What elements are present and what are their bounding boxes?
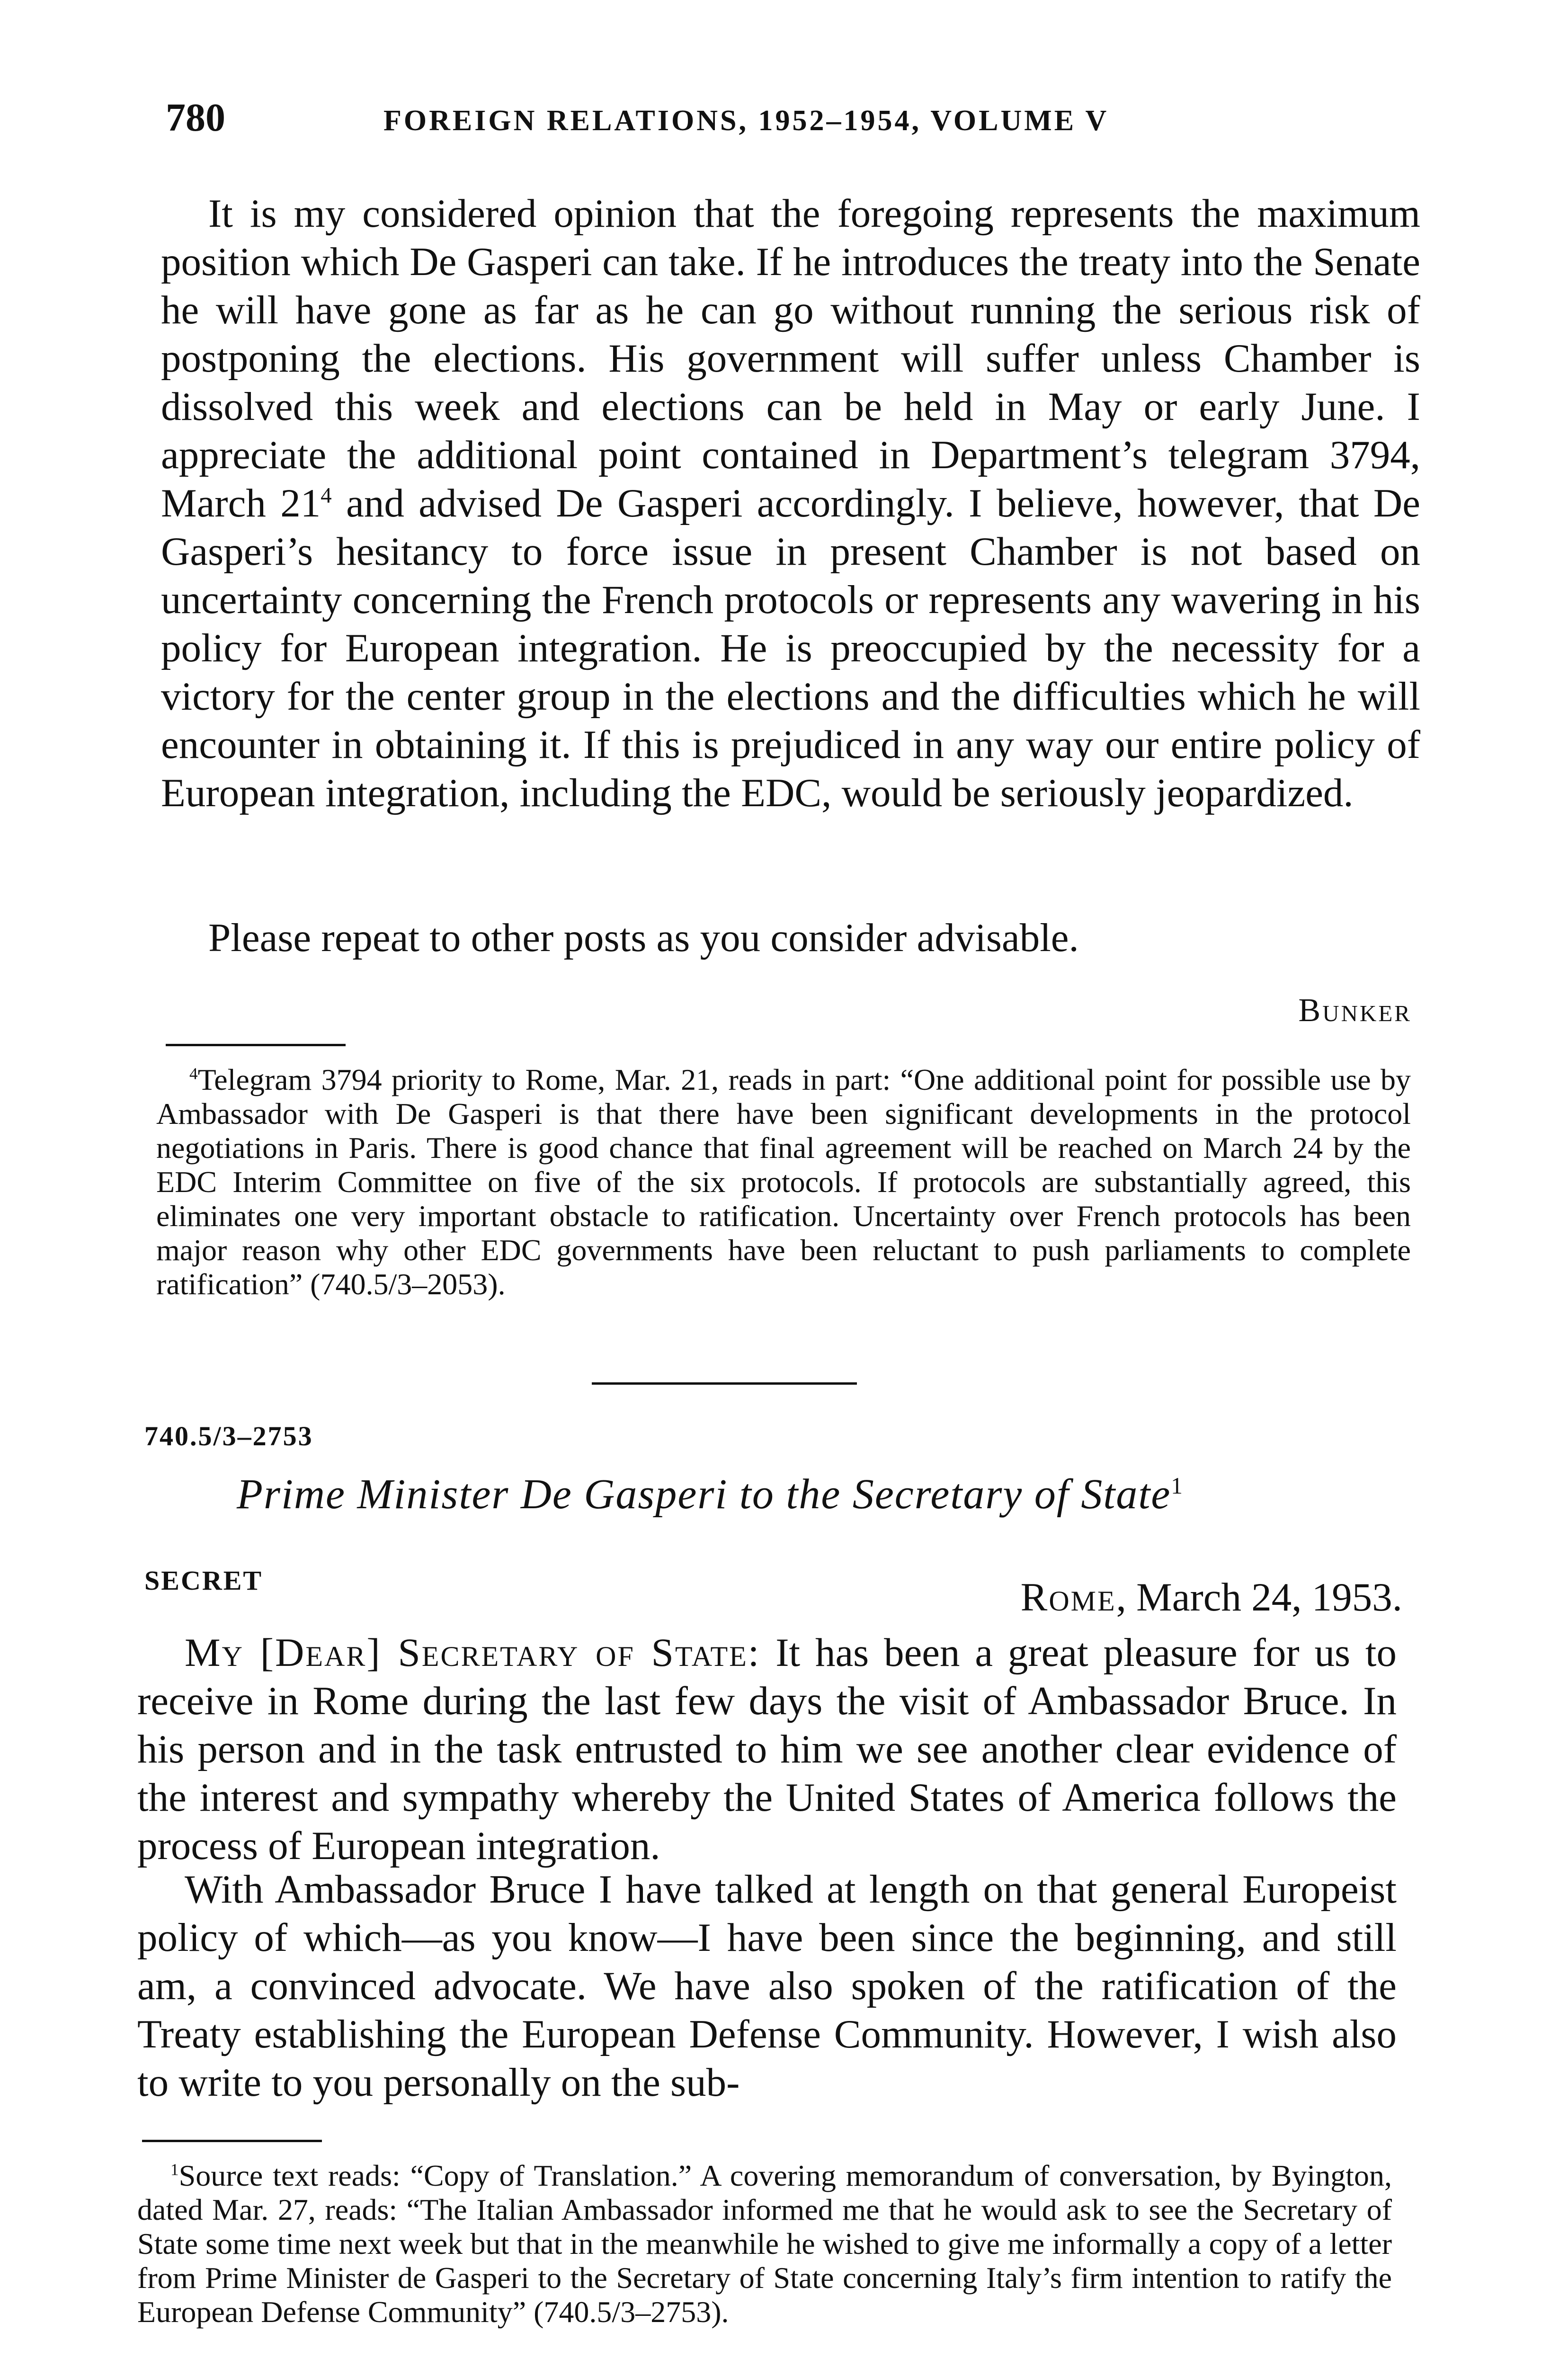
dateline-date: , March 24, 1953. bbox=[1116, 1575, 1402, 1620]
footnote-text: Source text reads: “Copy of Translation.” A covering memorandum of conversation, by Byington, dated Mar. 27, reads: “The Italian Ambassador informed me that he would ask to see the Secretary of State some time next week but that in the meanwhile he wished to give me informally a copy of a letter from Prime Minister de Gasperi to the Secretary of State concerning Italy’s firm intention to ratify the European Defense Community” (740.5/3–2753). bbox=[137, 2159, 1392, 2329]
footnote-divider-2 bbox=[142, 2140, 322, 2142]
footnote-marker: 1 bbox=[170, 2160, 179, 2179]
footnote-reference-1: 1 bbox=[1171, 1473, 1184, 1499]
footnote-divider bbox=[166, 1044, 346, 1046]
page-number: 780 bbox=[166, 96, 225, 140]
footnote-text: Telegram 3794 priority to Rome, Mar. 21, reads in part: “One additional point for possible use by Ambassador with De Gasperi is that there have been significant developments in the protocol negotiations in Paris. There is good chance that final agreement will be reached on March 24 by the EDC Interim Committee on five of the six protocols. If protocols are substantially agreed, this eliminates one very important obstacle to ratification. Uncertainty over French protocols has been major reason why other EDC governments have been reluctant to push parliaments to complete ratification” (740.5/3–2053). bbox=[156, 1063, 1411, 1301]
footnote-1 bbox=[137, 2159, 1392, 2329]
footnote-reference-4: 4 bbox=[321, 483, 332, 508]
signature: Bunker bbox=[1298, 992, 1412, 1029]
dateline bbox=[1021, 1574, 1402, 1620]
continuation-paragraph bbox=[161, 189, 1420, 817]
running-head bbox=[166, 95, 1411, 147]
paragraph-text-before-note: It is my considered opinion that the foregoing represents the maximum position which De Gasperi can take. If he introduces the treaty into the Senate he will have gone as far as he can go without running the serious risk of postponing the elections. His government will suffer unless Chamber is dissolved this week and elections can be held in May or early June. I appreciate the additional point contained in Department’s telegram 3794, March 21 bbox=[161, 191, 1420, 525]
paragraph-text-after-note: and advised De Gasperi accordingly. I believe, however, that De Gasperi’s hesitancy to force issue in present Chamber is not based on uncertainty concerning the French protocols or represents any wavering in his policy for European integration. He is preoccupied by the necessity for a victory for the center group in the elections and the difficulties which he will encounter in obtaining it. If this is prejudiced in any way our entire policy of European integration, including the EDC, would be seriously jeopardized. bbox=[161, 481, 1420, 815]
footnote-4 bbox=[156, 1063, 1411, 1301]
closing-paragraph: Please repeat to other posts as you consider advisable. bbox=[208, 916, 1079, 960]
file-number: 740.5/3–2753 bbox=[144, 1421, 313, 1451]
letter-paragraph-2: With Ambassador Bruce I have talked at length on that general Europeist policy of which—as you know—I have been since the beginning, and still am, a convinced advocate. We have also spoken of the ratification of the Treaty establishing the European Defense Community. However, I wish also to write to you personally on the sub- bbox=[137, 1867, 1397, 2105]
running-head-title: FOREIGN RELATIONS, 1952–1954, VOLUME V bbox=[383, 105, 1109, 137]
salutation: My [Dear] Secretary of State: bbox=[185, 1630, 761, 1675]
document-title bbox=[237, 1470, 1373, 1519]
letter-paragraph-1 bbox=[137, 1628, 1397, 1870]
letter-paragraph-1-text: It has been a great pleasure for us to receive in Rome during the last few days the visit of Ambassador Bruce. In his person and in the task entrusted to him we see another clear evidence of the interest and sympathy whereby the United States of America follows the process of European integration. bbox=[137, 1630, 1397, 1868]
dateline-place: Rome bbox=[1020, 1575, 1116, 1620]
section-divider bbox=[592, 1382, 857, 1385]
document-title-text: Prime Minister De Gasperi to the Secretary of State bbox=[237, 1471, 1171, 1518]
footnote-marker: 4 bbox=[189, 1064, 198, 1083]
classification-label: SECRET bbox=[144, 1565, 263, 1596]
